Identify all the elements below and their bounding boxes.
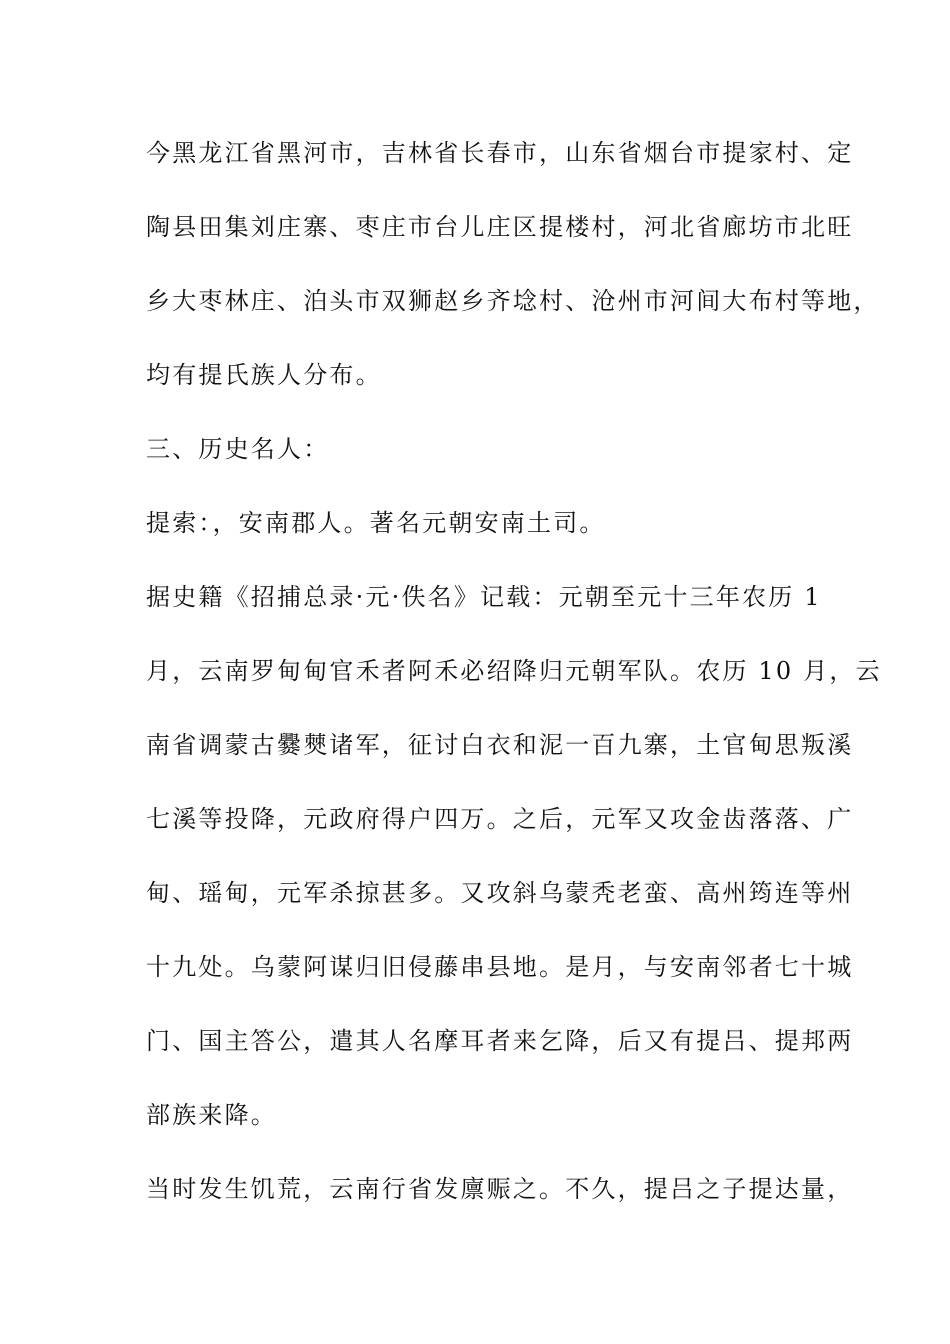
- text-line: 当时发生饥荒，云南行省发廪赈之。不久，提吕之子提达量，: [146, 1175, 854, 1203]
- text-line: 今黑龙江省黑河市，吉林省长春市，山东省烟台市提家村、定: [146, 139, 854, 167]
- text-line: 南省调蒙古爨僰诸军，征讨白衣和泥一百九寨，土官甸思叛溪: [146, 731, 854, 759]
- text-line: 甸、瑶甸，元军杀掠甚多。又攻斜乌蒙秃老蛮、高州筠连等州: [146, 879, 854, 907]
- text-line: 七溪等投降，元政府得户四万。之后，元军又攻金齿落落、广: [146, 805, 854, 833]
- text-line: 部族来降。: [146, 1101, 277, 1129]
- text-line: 均有提氏族人分布。: [146, 361, 382, 389]
- text-line: 月，云南罗甸甸官禾者阿禾必绍降归元朝军队。农历 10 月，云: [146, 657, 882, 685]
- text-line: 陶县田集刘庄寨、枣庄市台儿庄区提楼村，河北省廊坊市北旺: [146, 213, 854, 241]
- text-line: 乡大枣林庄、泊头市双狮赵乡齐埝村、沧州市河间大布村等地，: [146, 287, 880, 315]
- text-line: 门、国主答公，遣其人名摩耳者来乞降，后又有提吕、提邦两: [146, 1027, 854, 1055]
- text-line: 据史籍《招捕总录·元·佚名》记载：元朝至元十三年农历 1: [146, 583, 822, 611]
- text-line: 十九处。乌蒙阿谋归旧侵藤串县地。是月，与安南邻者七十城: [146, 953, 854, 981]
- section-heading: 三、历史名人：: [146, 435, 330, 463]
- text-line: 提索：，安南郡人。著名元朝安南土司。: [146, 509, 606, 537]
